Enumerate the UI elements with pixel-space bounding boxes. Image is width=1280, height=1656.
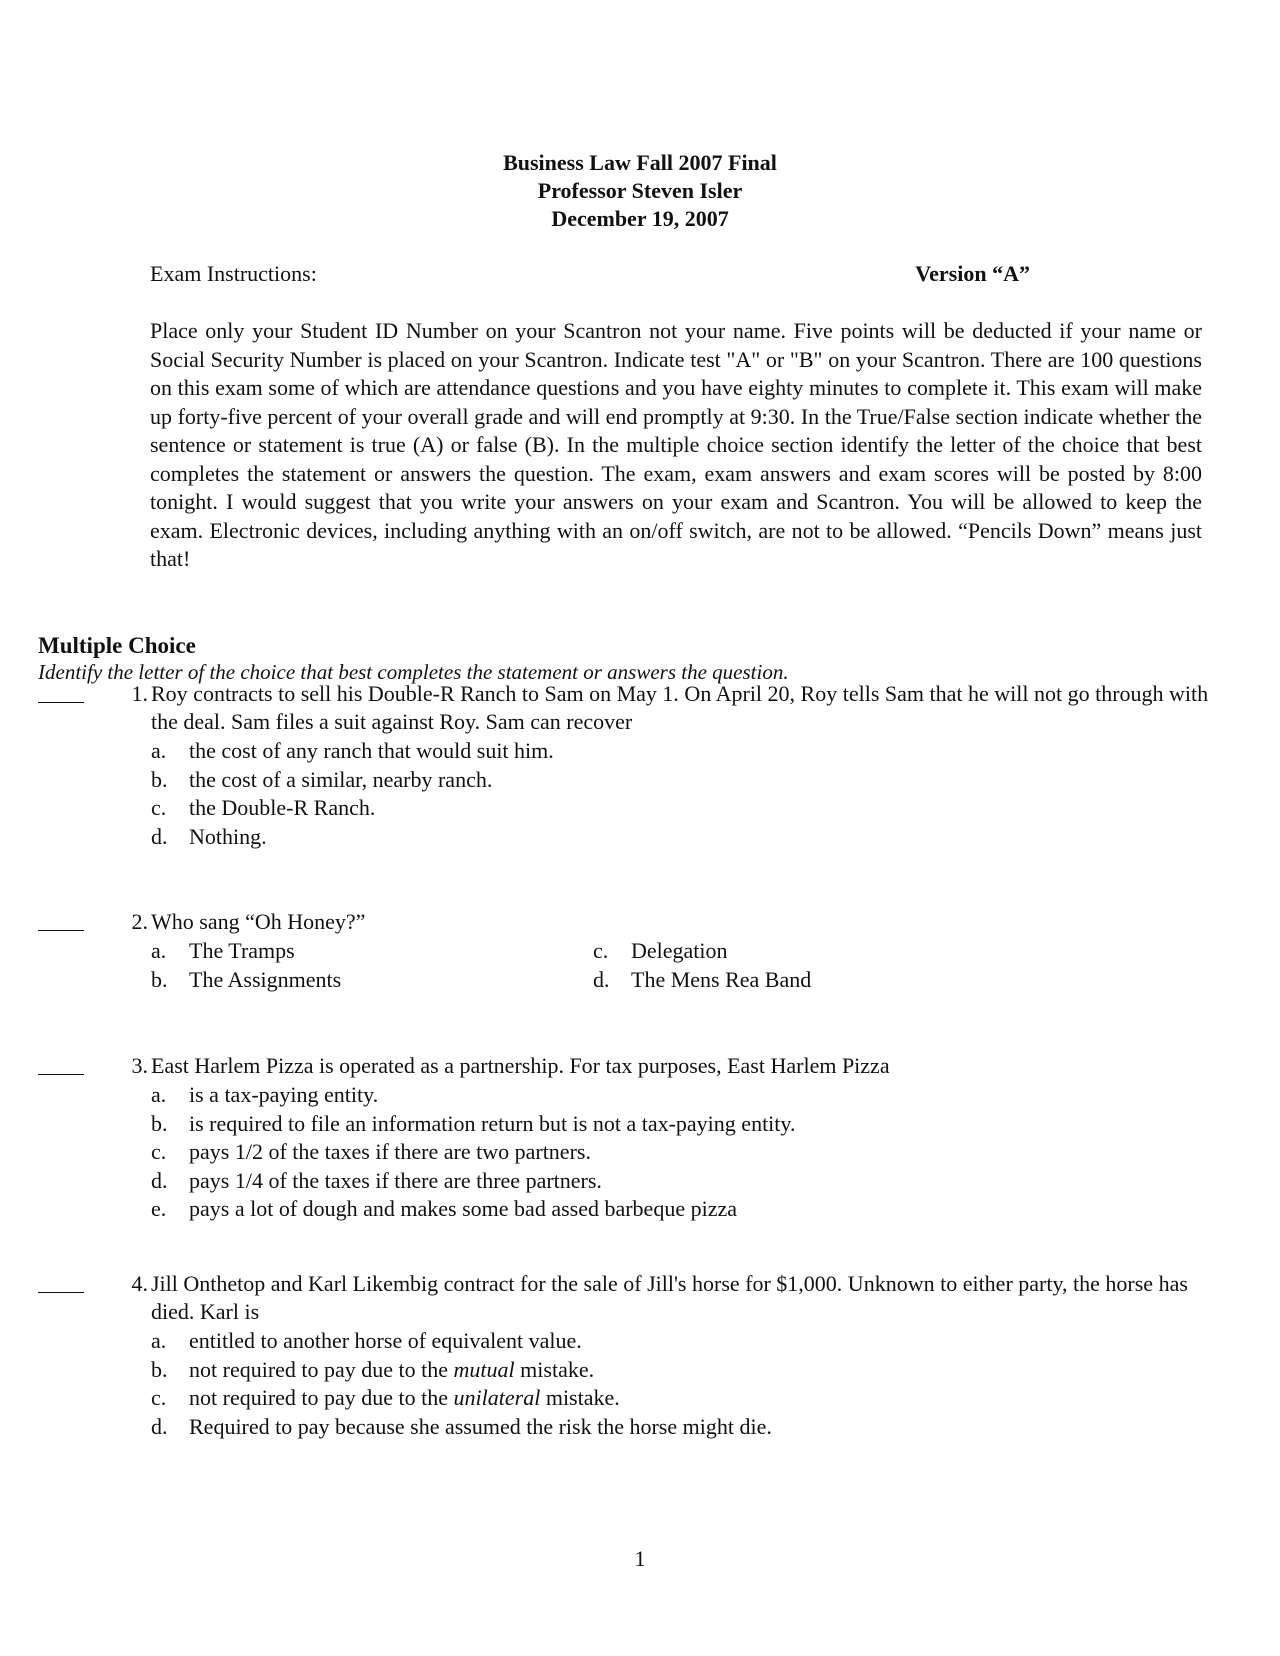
option-letter: c. <box>593 938 609 963</box>
option-d <box>593 966 1033 995</box>
section-title: Multiple Choice <box>38 633 196 658</box>
option-d <box>151 823 1211 852</box>
answer-blank[interactable] <box>38 1270 84 1293</box>
option-list <box>151 1081 1211 1224</box>
instructions-paragraph: Place only your Student ID Number on your Scantron not your name. Five points will be deducted if your name or Social Security Number is placed on your Scantron. Indicate test "A" or "B" on your Scantron. There are 100 questions on this exam some of which are attendance questions and you have eighty minutes to complete it. This exam will make up forty-five percent of your overall grade and will end promptly at 9:30. In the True/False section indicate whether the sentence or statement is true (A) or false (B). In the multiple choice section identify the letter of the choice that best completes the statement or answers the question. The exam, exam answers and exam scores will be posted by 8:00 tonight. I would suggest that you write your answers on your exam and Scantron. You will be allowed to keep the exam. Electronic devices, including anything with an on/off switch, are not to be allowed. “Pencils Down” means just that! <box>150 318 1202 571</box>
option-a <box>151 937 591 966</box>
option-text <box>189 1384 620 1412</box>
option-b <box>151 1110 1211 1139</box>
instructions-label: Exam Instructions: <box>150 261 317 286</box>
option-letter: c. <box>151 1385 167 1410</box>
question-number: 4. <box>131 1271 148 1296</box>
exam-title: Business Law Fall 2007 Final <box>503 150 777 175</box>
option-text <box>189 1356 594 1384</box>
section-subtitle: Identify the letter of the choice that best completes the statement or answers the question. <box>38 660 789 684</box>
option-text: the cost of a similar, nearby ranch. <box>189 766 493 792</box>
question-number: 3. <box>131 1053 148 1078</box>
option-text: is a tax-paying entity. <box>189 1082 379 1107</box>
option-list <box>151 1327 1211 1441</box>
option-text: is required to file an information return but is not a tax-paying entity. <box>189 1110 796 1136</box>
option-letter: c. <box>151 1139 167 1164</box>
option-c <box>593 937 1033 966</box>
question-text: Who sang “Oh Honey?” <box>151 909 366 934</box>
option-text-post: mistake. <box>514 1356 595 1382</box>
option-letter: b. <box>151 1356 168 1382</box>
option-letter: a. <box>151 1082 167 1107</box>
exam-header <box>0 149 1280 233</box>
answer-blank[interactable] <box>38 680 84 703</box>
page-number: 1 <box>634 1546 646 1571</box>
answer-blank[interactable] <box>38 1052 84 1075</box>
option-text: pays 1/4 of the taxes if there are three partners. <box>189 1167 602 1193</box>
option-a <box>151 1327 1211 1356</box>
option-letter: d. <box>151 823 168 849</box>
option-b <box>151 966 591 995</box>
question-number: 1. <box>131 681 148 706</box>
option-text: Nothing. <box>189 823 267 849</box>
exam-date: December 19, 2007 <box>551 206 729 231</box>
option-text: pays a lot of dough and makes some bad assed barbeque pizza <box>189 1196 737 1221</box>
option-list <box>151 737 1211 851</box>
professor-name: Professor Steven Isler <box>537 178 743 203</box>
option-emphasis: mutual <box>453 1356 515 1382</box>
version-label: Version “A” <box>915 261 1030 286</box>
option-b <box>151 1356 1211 1385</box>
option-text: The Tramps <box>189 938 295 963</box>
option-e <box>151 1195 1211 1224</box>
option-letter: a. <box>151 1328 167 1353</box>
option-letter: d. <box>151 1413 168 1439</box>
option-letter: e. <box>151 1196 167 1221</box>
option-text-post: mistake. <box>540 1385 620 1410</box>
question-text: Roy contracts to sell his Double-R Ranch to Sam on May 1. On April 20, Roy tells Sam that he will not go through with the deal. Sam files a suit against Roy. Sam can recover <box>151 681 1209 734</box>
instructions-row <box>150 260 1030 288</box>
option-a <box>151 737 1211 766</box>
option-text: The Mens Rea Band <box>631 966 812 992</box>
option-letter: b. <box>151 966 168 992</box>
option-c <box>151 794 1211 823</box>
option-c <box>151 1384 1211 1413</box>
option-text: pays 1/2 of the taxes if there are two partners. <box>189 1139 591 1164</box>
question-text: Jill Onthetop and Karl Likembig contract for the sale of Jill's horse for $1,000. Unknown to either party, the horse has died. Karl is <box>151 1271 1188 1324</box>
question-number: 2. <box>131 909 148 934</box>
option-d <box>151 1413 1211 1442</box>
option-text: Required to pay because she assumed the risk the horse might die. <box>189 1413 772 1439</box>
option-grid <box>151 937 1051 997</box>
option-letter: c. <box>151 795 167 820</box>
option-text: Delegation <box>631 938 728 963</box>
option-text: entitled to another horse of equivalent value. <box>189 1328 582 1353</box>
option-letter: b. <box>151 766 168 792</box>
option-letter: a. <box>151 938 167 963</box>
question-text: East Harlem Pizza is operated as a partnership. For tax purposes, East Harlem Pizza <box>151 1053 890 1078</box>
option-text-pre: not required to pay due to the <box>189 1385 454 1410</box>
option-text-pre: not required to pay due to the <box>189 1356 454 1382</box>
option-letter: a. <box>151 738 167 763</box>
answer-blank[interactable] <box>38 908 84 931</box>
option-d <box>151 1167 1211 1196</box>
option-emphasis: unilateral <box>453 1385 541 1410</box>
option-letter: d. <box>151 1167 168 1193</box>
option-text: The Assignments <box>189 966 342 992</box>
option-letter: b. <box>151 1110 168 1136</box>
option-b <box>151 766 1211 795</box>
option-c <box>151 1138 1211 1167</box>
option-a <box>151 1081 1211 1110</box>
option-text: the cost of any ranch that would suit him. <box>189 738 554 763</box>
option-letter: d. <box>593 966 610 992</box>
option-text: the Double-R Ranch. <box>189 795 376 820</box>
